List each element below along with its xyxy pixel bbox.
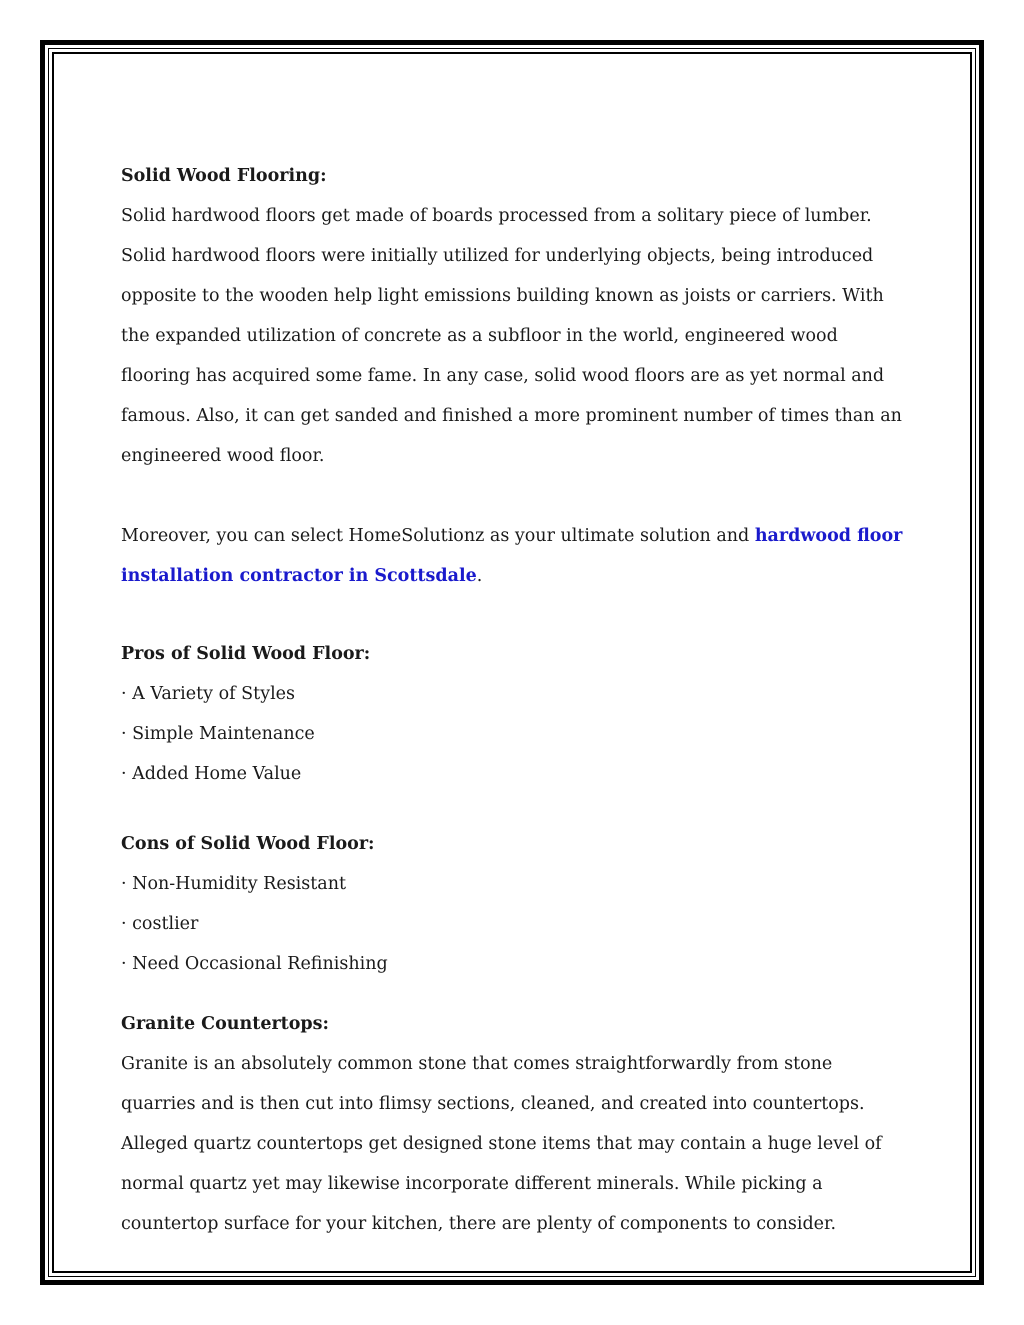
pros-heading: Pros of Solid Wood Floor:: [121, 644, 371, 664]
granite-heading: Granite Countertops:: [121, 1014, 329, 1034]
granite-paragraph: Granite is an absolutely common stone that comes straightforwardly from stone quarries and is then cut into flimsy sections, cleaned, and created into countertops. Alleged quartz countertops get designed stone items that may contain a huge level of normal quartz yet may likewise incorporate different minerals. While picking a countertop surface for your kitchen, there are plenty of components to consider.: [121, 1054, 882, 1234]
pros-item: · Simple Maintenance: [121, 724, 315, 744]
cons-heading: Cons of Solid Wood Floor:: [121, 834, 375, 854]
contractor-link[interactable]: hardwood floor installation contractor in Scottsdale: [121, 526, 903, 586]
pros-item: · Added Home Value: [121, 764, 302, 784]
cons-item: · costlier: [121, 914, 199, 934]
document-content: [121, 156, 911, 1244]
solid-wood-heading: Solid Wood Flooring:: [121, 166, 327, 186]
cons-item: · Need Occasional Refinishing: [121, 954, 388, 974]
pros-item: · A Variety of Styles: [121, 684, 296, 704]
solid-wood-paragraph: Solid hardwood floors get made of boards processed from a solitary piece of lumber. Solid hardwood floors were initially utilized for underlying objects, being introduced opposite to the wooden help light emissions building known as joists or carriers. With the expanded utilization of concrete as a subfloor in the world, engineered wood flooring has acquired some fame. In any case, solid wood floors are as yet normal and famous. Also, it can get sanded and finished a more prominent number of times than an engineered wood floor.: [121, 206, 902, 466]
cons-item: · Non-Humidity Resistant: [121, 874, 347, 894]
promo-paragraph: [121, 516, 911, 596]
promo-text: Moreover, you can select HomeSolutionz as your ultimate solution and: [121, 526, 755, 546]
promo-end: .: [476, 566, 483, 586]
